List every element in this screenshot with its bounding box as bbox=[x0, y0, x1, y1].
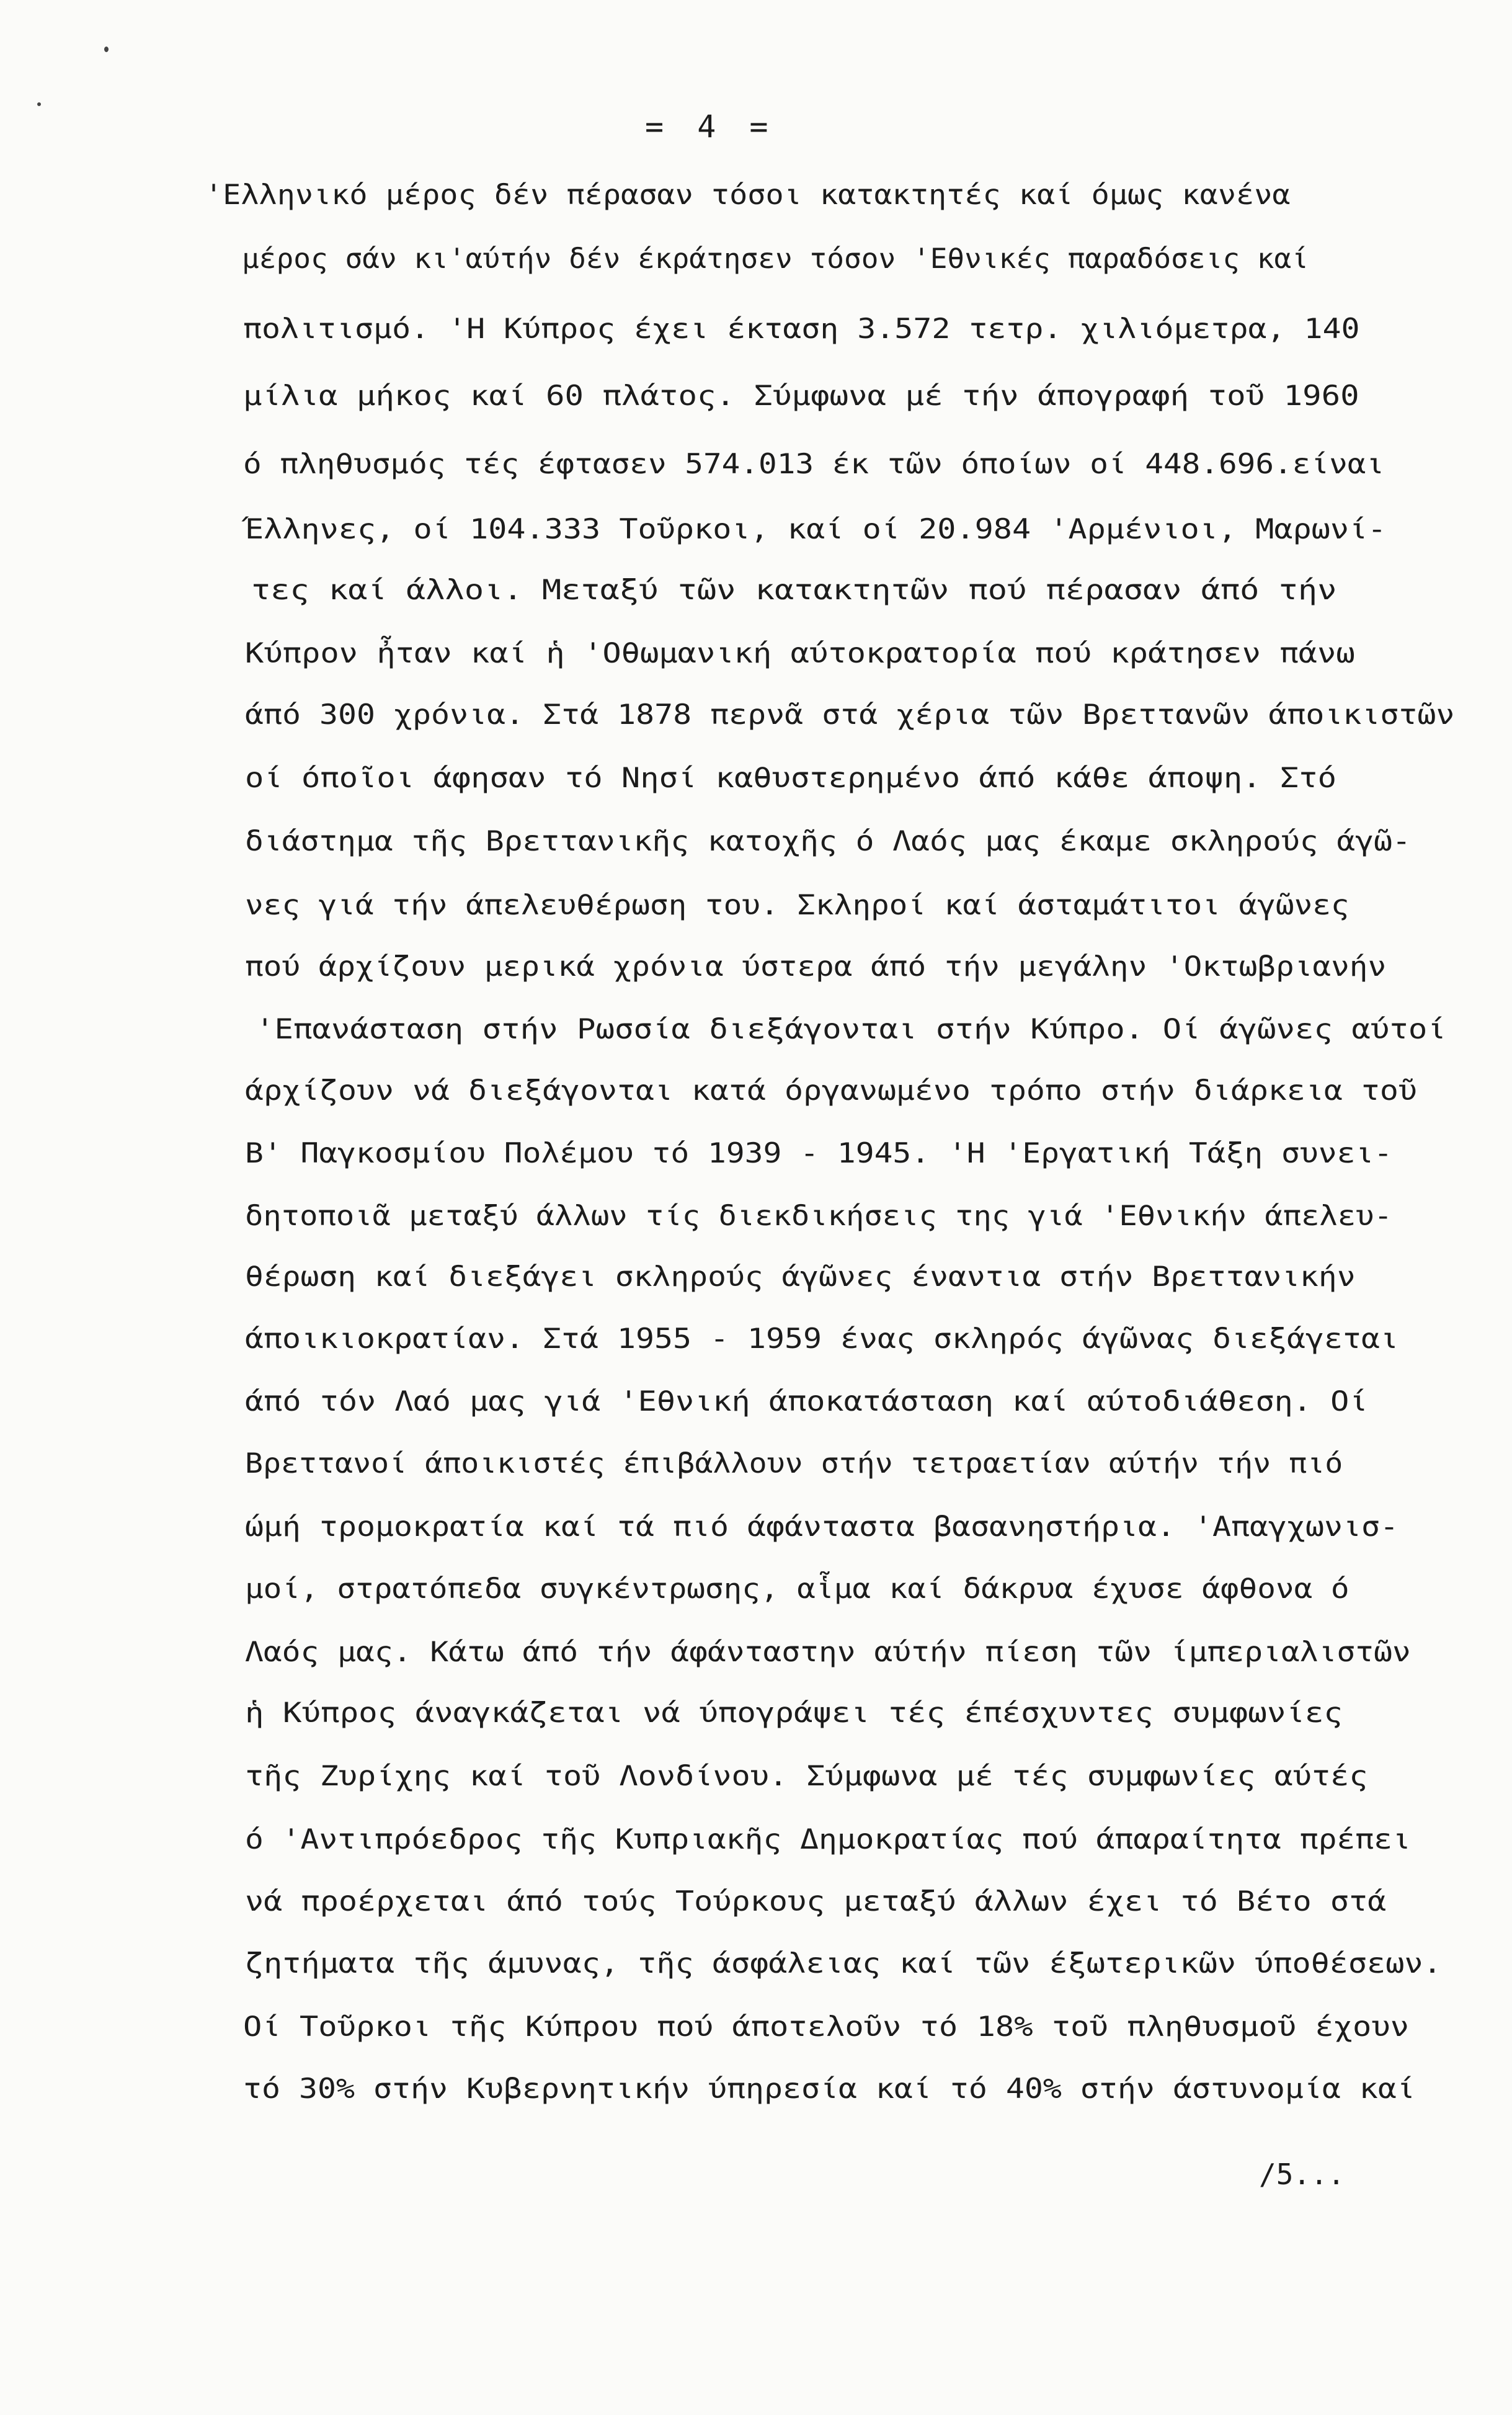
text-line: άπό 300 χρόνια. Στά 1878 περνᾶ στά χέρια τῶν Βρεττανῶν άποικιστῶν bbox=[245, 699, 1455, 731]
text-line: οί όποῖοι άφησαν τό Νησί καθυστερημένο άπό κάθε άποψη. Στό bbox=[245, 762, 1336, 794]
text-line: Β' Παγκοσμίου Πολέμου τό 1939 - 1945. 'Η 'Εργατική Τάξη συνει- bbox=[245, 1138, 1393, 1169]
text-line: ώμή τρομοκρατία καί τά πιό άφάνταστα βασανηστήρια. 'Απαγχωνισ- bbox=[245, 1511, 1399, 1543]
text-line: νά προέρχεται άπό τούς Τούρκους μεταξύ άλλων έχει τό Βέτο στά bbox=[245, 1886, 1387, 1917]
text-line: ό 'Αντιπρόεδρος τῆς Κυπριακῆς Δημοκρατίας πού άπαραίτητα πρέπει bbox=[245, 1824, 1411, 1855]
text-line: Έλληνες, οί 104.333 Τοῦρκοι, καί οί 20.984 'Αρμένιοι, Μαρωνί- bbox=[245, 514, 1387, 545]
text-line: άρχίζουν νά διεξάγονται κατά όργανωμένο τρόπο στήν διάρκεια τοῦ bbox=[245, 1075, 1417, 1107]
text-line: Κύπρον ἦταν καί ἡ 'Οθωμανική αύτοκρατορία πού κράτησεν πάνω bbox=[245, 638, 1355, 669]
page-number: = 4 = bbox=[645, 109, 776, 145]
text-line: 'Επανάσταση στήν Ρωσσία διεξάγονται στήν Κύπρο. Οί άγῶνες αύτοί bbox=[256, 1014, 1446, 1045]
text-line: δητοποιᾶ μεταξύ άλλων τίς διεκδικήσεις της γιά 'Εθνικήν άπελευ- bbox=[245, 1200, 1392, 1232]
text-line: ἡ Κύπρος άναγκάζεται νά ύπογράψει τές έπέσχυντες συμφωνίες bbox=[245, 1697, 1343, 1729]
text-line: τῆς Ζυρίχης καί τοῦ Λονδίνου. Σύμφωνα μέ τές συμφωνίες αύτές bbox=[245, 1761, 1368, 1792]
text-line: άποικιοκρατίαν. Στά 1955 - 1959 ένας σκληρός άγῶνας διεξάγεται bbox=[245, 1323, 1399, 1355]
text-line: μίλια μήκος καί 60 πλάτος. Σύμφωνα μέ τήν άπογραφή τοῦ 1960 bbox=[243, 380, 1359, 412]
text-line: διάστημα τῆς Βρεττανικῆς κατοχῆς ό Λαός μας έκαμε σκληρούς άγῶ- bbox=[245, 826, 1411, 857]
text-line: τό 30% στήν Κυβερνητικήν ύπηρεσία καί τό 40% στήν άστυνομία καί bbox=[243, 2073, 1415, 2105]
text-line: Οί Τοῦρκοι τῆς Κύπρου πού άποτελοῦν τό 18% τοῦ πληθυσμοῦ έχουν bbox=[243, 2011, 1409, 2043]
text-line: ό πληθυσμός τές έφτασεν 574.013 έκ τῶν όποίων οί 448.696.είναι bbox=[243, 449, 1385, 480]
text-line: άπό τόν Λαό μας γιά 'Εθνική άποκατάσταση καί αύτοδιάθεση. Οί bbox=[245, 1386, 1368, 1417]
scan-speck bbox=[37, 102, 41, 106]
text-line: Λαός μας. Κάτω άπό τήν άφάνταστην αύτήν πίεση τῶν ίμπεριαλιστῶν bbox=[245, 1636, 1411, 1668]
text-line: τες καί άλλοι. Μεταξύ τῶν κατακτητῶν πού πέρασαν άπό τήν bbox=[251, 574, 1337, 606]
text-line: νες γιά τήν άπελευθέρωση του. Σκληροί καί άσταμάτιτοι άγῶνες bbox=[245, 890, 1350, 921]
text-line: 'Ελληνικό μέρος δέν πέρασαν τόσοι κατακτητές καί όμως κανένα bbox=[205, 179, 1291, 211]
text-line: πολιτισμό. 'Η Κύπρος έχει έκταση 3.572 τετρ. χιλιόμετρα, 140 bbox=[243, 313, 1360, 345]
text-line: μέρος σάν κι'αύτήν δέν έκράτησεν τόσον 'Εθνικές παραδόσεις καί bbox=[242, 243, 1309, 275]
text-line: Βρεττανοί άποικιστές έπιβάλλουν στήν τετραετίαν αύτήν τήν πιό bbox=[245, 1448, 1343, 1480]
scan-speck bbox=[104, 47, 109, 52]
text-line: πού άρχίζουν μερικά χρόνια ύστερα άπό τήν μεγάλην 'Οκτωβριανήν bbox=[245, 951, 1387, 983]
continuation-marker: /5... bbox=[1259, 2158, 1345, 2191]
text-line: θέρωση καί διεξάγει σκληρούς άγῶνες έναντια στήν Βρεττανικήν bbox=[245, 1261, 1356, 1293]
text-line: μοί, στρατόπεδα συγκέντρωσης, αἷμα καί δάκρυα έχυσε άφθονα ό bbox=[245, 1573, 1350, 1605]
text-line: ζητήματα τῆς άμυνας, τῆς άσφάλειας καί τῶν έξωτερικῶν ύποθέσεων. bbox=[245, 1948, 1442, 1980]
